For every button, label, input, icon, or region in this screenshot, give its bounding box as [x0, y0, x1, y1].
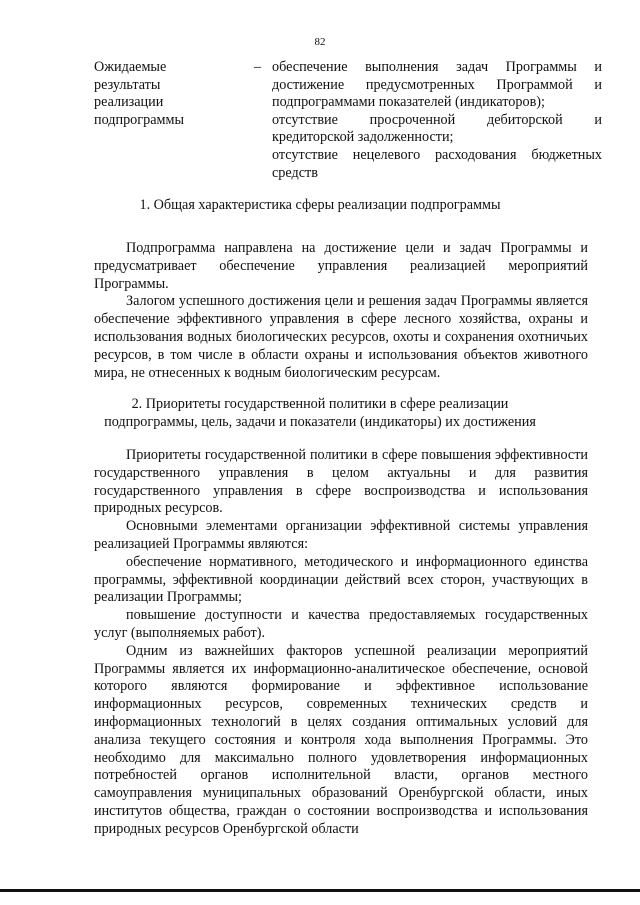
paragraph: Основными элементами организации эффективной системы управления реализацией Программы являются:: [94, 518, 588, 552]
expected-result-item: отсутствие нецелевого расходования бюджетных средств: [272, 146, 602, 181]
section-1-body: [94, 240, 588, 382]
paragraph: обеспечение нормативного, методического и информационного единства программы, эффективной координации действий всех сторон, участвующих в реализации Программы;: [94, 553, 588, 606]
label-line: подпрограммы: [94, 111, 184, 128]
dash: –: [254, 59, 262, 75]
expected-result-item: обеспечение выполнения задач Программы и достижение предусмотренных Программой и подпрограммами показателей (индикаторов);: [272, 59, 602, 111]
expected-results-items: [272, 59, 602, 182]
paragraph: Залогом успешного достижения цели и решения задач Программы является обеспечение эффективного управления в сфере лесного хозяйства, охраны и использования водных биологических ресурсов, охоты и сохранения охотничьих ресурсов, в том числе в области охраны и использования объектов животного мира, не отнесенных к водным биологическим ресурсам.: [94, 293, 588, 381]
paragraph: повышение доступности и качества предоставляемых государственных услуг (выполняемых работ).: [94, 607, 588, 641]
section-2-heading: [60, 396, 580, 431]
heading-line: подпрограммы, цель, задачи и показатели (индикаторы) их достижения: [104, 413, 536, 430]
page-number: 82: [314, 36, 326, 48]
paragraph: Приоритеты государственной политики в сфере повышения эффективности государственного управления в целом актуальны и для развития государственного управления в сфере воспроизводства и использования природных ресурсов.: [94, 447, 588, 517]
section-2-body: [94, 447, 588, 839]
bottom-border-line: [0, 889, 640, 892]
label-line: Ожидаемые: [94, 59, 167, 75]
label-line: реализации: [94, 94, 164, 111]
expected-result-item: отсутствие просроченной дебиторской и кредиторской задолженности;: [272, 111, 602, 146]
label-line: результаты: [94, 76, 161, 93]
paragraph: Одним из важнейших факторов успешной реализации мероприятий Программы является их информационно-аналитическое обеспечение, основой которого являются формирование и эффективное использование информационных ресурсов, современных технических средств и информационных технологий в целях создания оптимальных условий для анализа текущего состояния и контроля хода выполнения Программы. Это необходимо для максимально полного удовлетворения информационных потребностей органов исполнительной власти, органов местного самоуправления муниципальных образований Оренбургской области, иных институтов общества, граждан о состоянии воспроизводства и использования природных ресурсов Оренбургской области: [94, 642, 588, 837]
heading-line: 1. Общая характеристика сферы реализации подпрограммы: [139, 197, 501, 213]
paragraph: Подпрограмма направлена на достижение цели и задач Программы и предусматривает обеспечение управления реализацией мероприятий Программы.: [94, 240, 588, 292]
section-1-heading: [60, 197, 580, 215]
expected-results-label: [94, 59, 244, 129]
heading-line: 2. Приоритеты государственной политики в сфере реализации: [131, 396, 509, 412]
